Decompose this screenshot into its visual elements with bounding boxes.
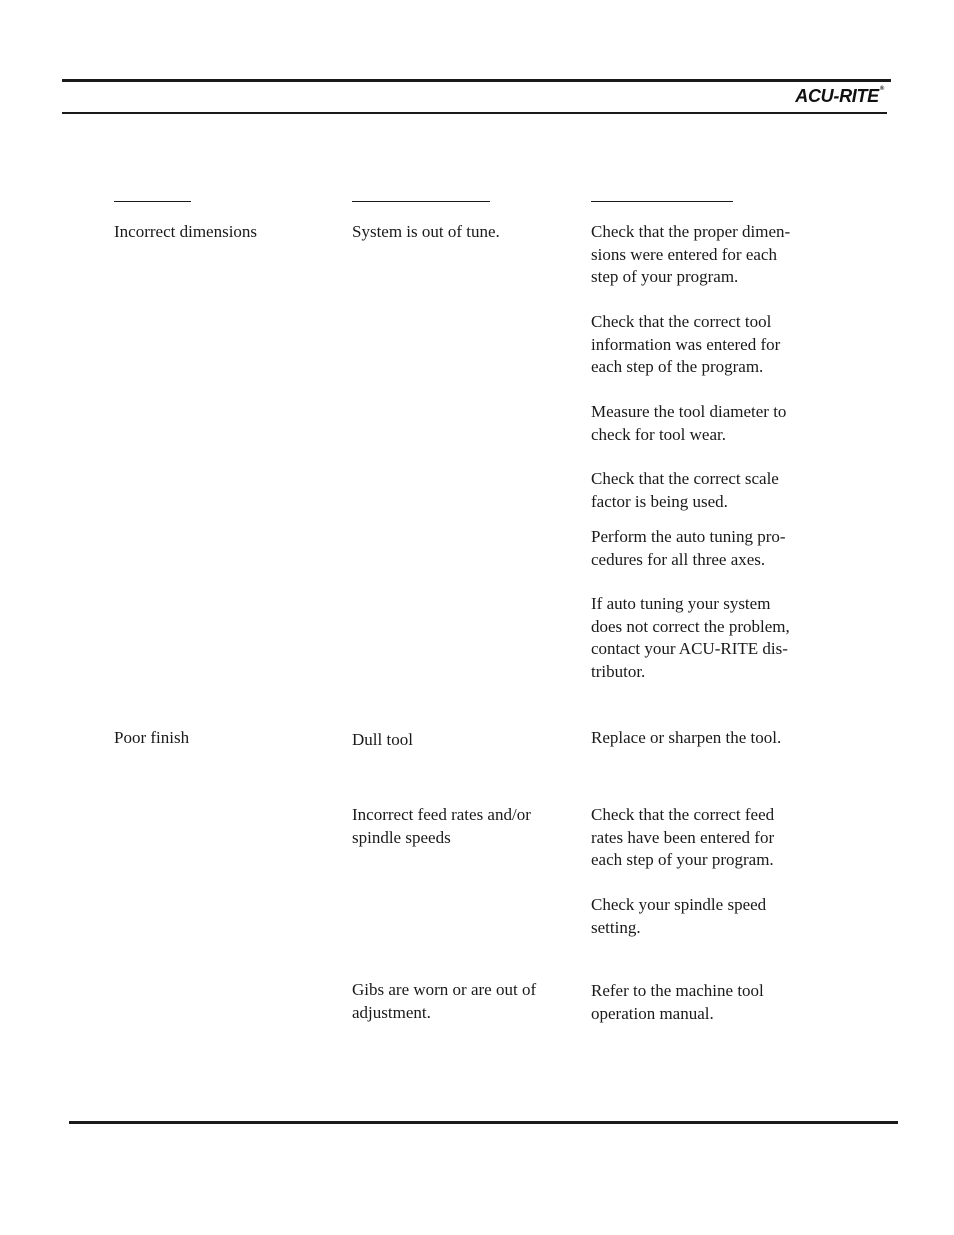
- cause-system-out-of-tune: System is out of tune.: [352, 222, 500, 241]
- acu-rite-logo: ACU-RITE®: [795, 86, 884, 106]
- header-bottom-rule: [62, 112, 887, 114]
- solution-check-tool-information: Check that the correct tool information was entered for each step of the program.: [591, 312, 781, 376]
- solution-replace-tool: Replace or sharpen the tool.: [591, 728, 782, 747]
- solution-check-scale-factor: Check that the correct scale factor is being used.: [591, 469, 779, 511]
- problem-incorrect-dimensions: Incorrect dimensions: [114, 222, 258, 241]
- problem-poor-finish: Poor finish: [114, 728, 190, 747]
- solution-refer-manual: Refer to the machine tool operation manual.: [591, 981, 764, 1023]
- cause-dull-tool: Dull tool: [352, 730, 413, 749]
- column-heading-rule-problem: [114, 201, 191, 202]
- solution-contact-distributor: If auto tuning your system does not correct the problem, contact your ACU-RITE dis- tributor.: [591, 594, 790, 681]
- solution-auto-tuning: Perform the auto tuning pro- cedures for all three axes.: [591, 527, 786, 569]
- column-heading-rule-cause: [352, 201, 490, 202]
- cause-feed-rates-spindle-speeds: Incorrect feed rates and/or spindle speeds: [352, 805, 531, 847]
- column-heading-rule-solution: [591, 201, 733, 202]
- solution-check-feed-rates: Check that the correct feed rates have been entered for each step of your program.: [591, 805, 775, 869]
- header-top-rule: [62, 79, 891, 82]
- cause-gibs-worn: Gibs are worn or are out of adjustment.: [352, 980, 537, 1022]
- solution-measure-tool-diameter: Measure the tool diameter to check for tool wear.: [591, 402, 787, 444]
- solution-check-spindle-speed: Check your spindle speed setting.: [591, 895, 767, 937]
- solution-check-dimensions: Check that the proper dimen- sions were entered for each step of your program.: [591, 222, 791, 286]
- footer-rule: [69, 1121, 898, 1124]
